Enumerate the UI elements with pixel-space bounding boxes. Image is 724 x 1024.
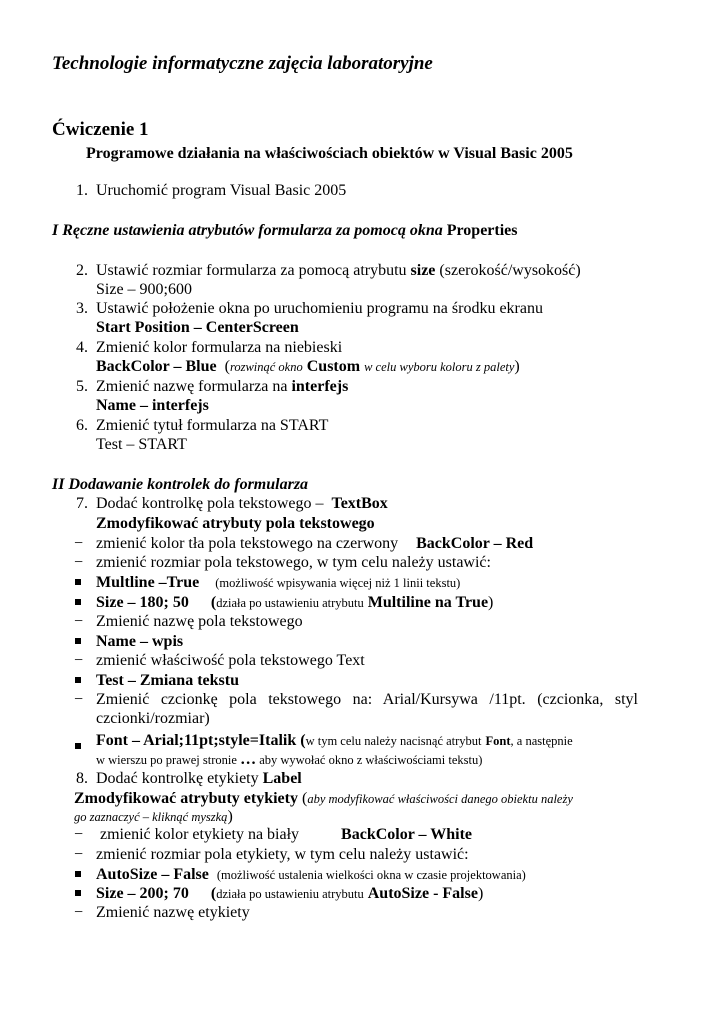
note-italic: rozwinąć okno — [229, 360, 303, 374]
dash-bullet: − — [74, 613, 84, 630]
dash-bullet: − — [74, 535, 84, 552]
step-number: 5. — [76, 378, 88, 395]
dash-bullet: − — [74, 826, 84, 843]
step-detail-bold: BackColor – Blue — [96, 358, 217, 375]
list-item — [96, 865, 526, 885]
square-bullet — [75, 677, 81, 683]
step-number: 3. — [76, 300, 88, 317]
step-number: 1. — [76, 182, 88, 199]
step-detail: Test – START — [96, 436, 187, 453]
note-paren: ) — [488, 594, 494, 611]
step-text-part: Ustawić rozmiar formularza za pomocą atrybutu — [96, 262, 407, 279]
step-text-part: Dodać kontrolkę etykiety — [96, 770, 259, 787]
step-text-bold: size — [410, 262, 436, 279]
square-bullet — [75, 743, 81, 749]
note-paren: ) — [477, 885, 484, 902]
list-item: Zmienić nazwę etykiety — [96, 904, 250, 921]
step-number: 8. — [76, 770, 88, 787]
label-modify-continuation — [74, 807, 233, 827]
square-bullet — [75, 871, 81, 877]
step-subheading: Zmodyfikować atrybuty pola tekstowego — [96, 515, 375, 532]
step-text — [96, 494, 388, 513]
note-italic: aby modyfikować właściwości danego obiektu należy — [307, 792, 573, 806]
square-bullet — [75, 638, 81, 644]
heading-bold: Zmodyfikować atrybuty etykiety — [74, 790, 298, 807]
list-item: Name – wpis — [96, 633, 184, 650]
section-heading-bold: Properties — [446, 222, 518, 239]
dash-bullet: − — [74, 691, 84, 708]
step-number: 6. — [76, 417, 88, 434]
list-item: zmienić właściwość pola tekstowego Text — [96, 652, 365, 669]
note-paren: ( — [301, 790, 308, 807]
note-bold: AutoSize - False — [367, 885, 478, 902]
step-text — [96, 769, 302, 788]
list-item: Test – Zmiana tekstu — [96, 672, 239, 689]
list-item — [96, 884, 483, 904]
label-modify-heading — [74, 789, 573, 809]
list-item-bold: BackColor – Red — [416, 535, 534, 552]
list-item-note: , a następnie — [510, 734, 573, 748]
step-number: 2. — [76, 262, 88, 279]
step-text-part: (szerokość/wysokość) — [439, 262, 581, 279]
step-text-bold: TextBox — [331, 495, 388, 512]
note-bold: … — [240, 751, 257, 768]
step-detail: Name – interfejs — [96, 397, 209, 414]
square-bullet — [75, 579, 81, 585]
note-italic: w celu wyboru koloru z palety — [364, 360, 515, 374]
step-text: Ustawić położenie okna po uruchomieniu programu na środku ekranu — [96, 300, 543, 317]
list-item-note: działa po ustawieniu atrybutu — [216, 596, 364, 610]
list-item: Zmienić czcionkę pola tekstowego na: Arial/Kursywa /11pt. (czcionka, styl czcionki/rozmiar) — [96, 691, 638, 727]
step-text-part: Zmienić nazwę formularza na — [96, 378, 288, 395]
list-item-continuation — [96, 750, 482, 770]
list-item-note: w tym celu należy nacisnąć atrybut — [305, 734, 482, 748]
note-bold: Font — [485, 734, 511, 748]
list-item-text: zmienić kolor etykiety na biały — [100, 826, 300, 843]
step-detail — [96, 357, 520, 377]
list-item-note: (możliwość ustalenia wielkości okna w czasie projektowania) — [216, 868, 526, 882]
list-item-bold: Font – Arial;11pt;style=Italik ( — [96, 732, 306, 749]
note-italic: go zaznaczyć – kliknąć myszką — [74, 810, 228, 824]
note-paren: ( — [210, 594, 217, 611]
section-heading-2: II Dodawanie kontrolek do formularza — [52, 476, 309, 493]
step-text: Zmienić tytuł formularza na START — [96, 417, 329, 434]
list-item-note: aby wywołać okno z właściwościami tekstu) — [259, 753, 483, 767]
note-paren: ( — [224, 358, 230, 375]
list-item — [96, 573, 460, 593]
list-item-note: działa po ustawieniu atrybutu — [216, 887, 364, 901]
note-paren: ( — [210, 885, 217, 902]
note-paren: ) — [227, 808, 233, 825]
dash-bullet: − — [74, 904, 84, 921]
document-title: Technologie informatyczne zajęcia laboratoryjne — [52, 53, 433, 74]
list-item — [96, 593, 493, 613]
step-text — [96, 261, 581, 280]
list-item-bold: AutoSize – False — [96, 866, 209, 883]
list-item: zmienić rozmiar pola etykiety, w tym celu należy ustawić: — [96, 846, 469, 863]
step-text — [96, 377, 348, 396]
exercise-heading: Ćwiczenie 1 — [52, 119, 149, 140]
step-text-bold: Label — [262, 770, 302, 787]
square-bullet — [75, 890, 81, 896]
step-text: Zmienić kolor formularza na niebieski — [96, 339, 343, 356]
note-paren: ) — [514, 358, 520, 375]
exercise-subtitle: Programowe działania na właściwościach obiektów w Visual Basic 2005 — [86, 145, 573, 162]
list-item — [100, 825, 472, 844]
step-text-bold: interfejs — [291, 378, 349, 395]
list-item — [96, 534, 533, 553]
step-number: 7. — [76, 495, 88, 512]
note-bold: Custom — [306, 358, 361, 375]
list-item: Zmienić nazwę pola tekstowego — [96, 613, 303, 630]
step-text-part: Dodać kontrolkę pola tekstowego – — [96, 495, 324, 512]
list-item-bold: BackColor – White — [341, 826, 473, 843]
list-item: zmienić rozmiar pola tekstowego, w tym celu należy ustawić: — [96, 554, 491, 571]
dash-bullet: − — [74, 652, 84, 669]
list-item-text: zmienić kolor tła pola tekstowego na czerwony — [96, 535, 399, 552]
dash-bullet: − — [74, 554, 84, 571]
section-heading-1 — [52, 221, 518, 240]
step-number: 4. — [76, 339, 88, 356]
list-item-note: w wierszu po prawej stronie — [96, 753, 237, 767]
step-detail: Start Position – CenterScreen — [96, 319, 299, 336]
list-item-bold: Size – 200; 70 — [96, 885, 189, 902]
square-bullet — [75, 599, 81, 605]
list-item-note: (możliwość wpisywania więcej niż 1 linii tekstu) — [215, 576, 461, 590]
dash-bullet: − — [74, 846, 84, 863]
step-detail: Size – 900;600 — [96, 281, 192, 298]
step-text: Uruchomić program Visual Basic 2005 — [96, 182, 347, 199]
list-item-bold: Multline –True — [96, 574, 200, 591]
list-item-bold: Size – 180; 50 — [96, 594, 189, 611]
section-heading-italic: I Ręczne ustawienia atrybutów formularza za pomocą okna — [52, 222, 443, 239]
note-bold: Multiline na True — [367, 594, 489, 611]
list-item — [96, 731, 573, 751]
